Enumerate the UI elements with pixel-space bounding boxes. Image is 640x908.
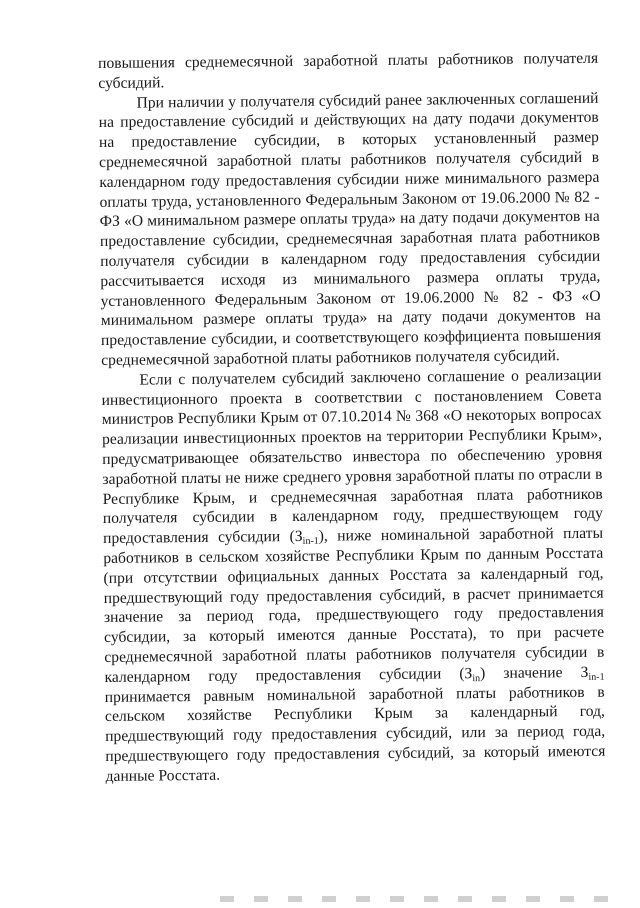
scan-edge-noise <box>220 896 620 902</box>
paragraph-investment-agreement <box>101 365 605 786</box>
paragraph-text-a: Если с получателем субсидий заключено соглашение о реализации инвестиционного проекта в соответствии с постановлением Совета министров Республики Крым от 07.10.2014 № 368 «О некоторых вопросах реализации инвестиционных проектов на территории Республики Крым», предусматривающее обязательство инвестора по обеспечению уровня заработной платы не ниже среднего уровня заработной платы по отрасли в Республике Крым, и среднемесячная заработная плата работников получателя субсидии в календарном году, предшествующем году предоставления субсидии (З <box>101 366 603 548</box>
subscript-in-minus-1-second: in-1 <box>588 671 605 683</box>
subscript-in-minus-1: in-1 <box>302 535 319 548</box>
paragraph-text-b: ), ниже номинальной заработной платы работников в сельском хозяйстве Республики Крым по данным Росстата (при отсутствии официальных данных Росстата за календарный год, предшествующий году предоставления субсидий, в расчет принимается значение за период года, предшествующего году предоставления субсидии, за который имеются данные Росстата), то при расчете среднемесячной заработной платы работников получателя субсидии в календарном году предоставления субсидии (З <box>103 524 605 686</box>
document-page <box>98 49 606 787</box>
paragraph-existing-agreements: При наличии у получателя субсидий ранее заключенных соглашений на предоставление субсидий и действующих на дату подачи документов на предоставление субсидии, в которых установленный размер среднемесячной заработной платы работников получателя субсидий в календарном году предоставления субсидии ниже минимального размера оплаты труда, установленного Федеральным Законом от 19.06.2000 № 82 - ФЗ «О минимальном размере оплаты труда» на дату подачи документов на предоставление субсидии, среднемесячная заработная плата работников получателя субсидии в календарном году предоставления субсидии рассчитывается исходя из минимального размера оплаты труда, установленного Федеральным Законом от 19.06.2000 № 82 - ФЗ «О минимальном размере оплаты труда» на дату подачи документов на предоставление субсидии, и соответствующего коэффициента повышения среднемесячной заработной платы работников получателя субсидий. <box>98 89 602 369</box>
subscript-in: in <box>472 672 481 684</box>
paragraph-text-d: принимается равным номинальной заработной платы работников в сельском хозяйстве Республики Крым за календарный год, предшествующий году предоставления субсидий, или за период года, предшествующего году предоставления субсидий, за который имеются данные Росстата. <box>104 683 606 785</box>
paragraph-continuation: повышения среднемесячной заработной платы работников получателя субсидий. <box>98 49 599 92</box>
paragraph-text-c: ) значение З <box>480 663 589 682</box>
